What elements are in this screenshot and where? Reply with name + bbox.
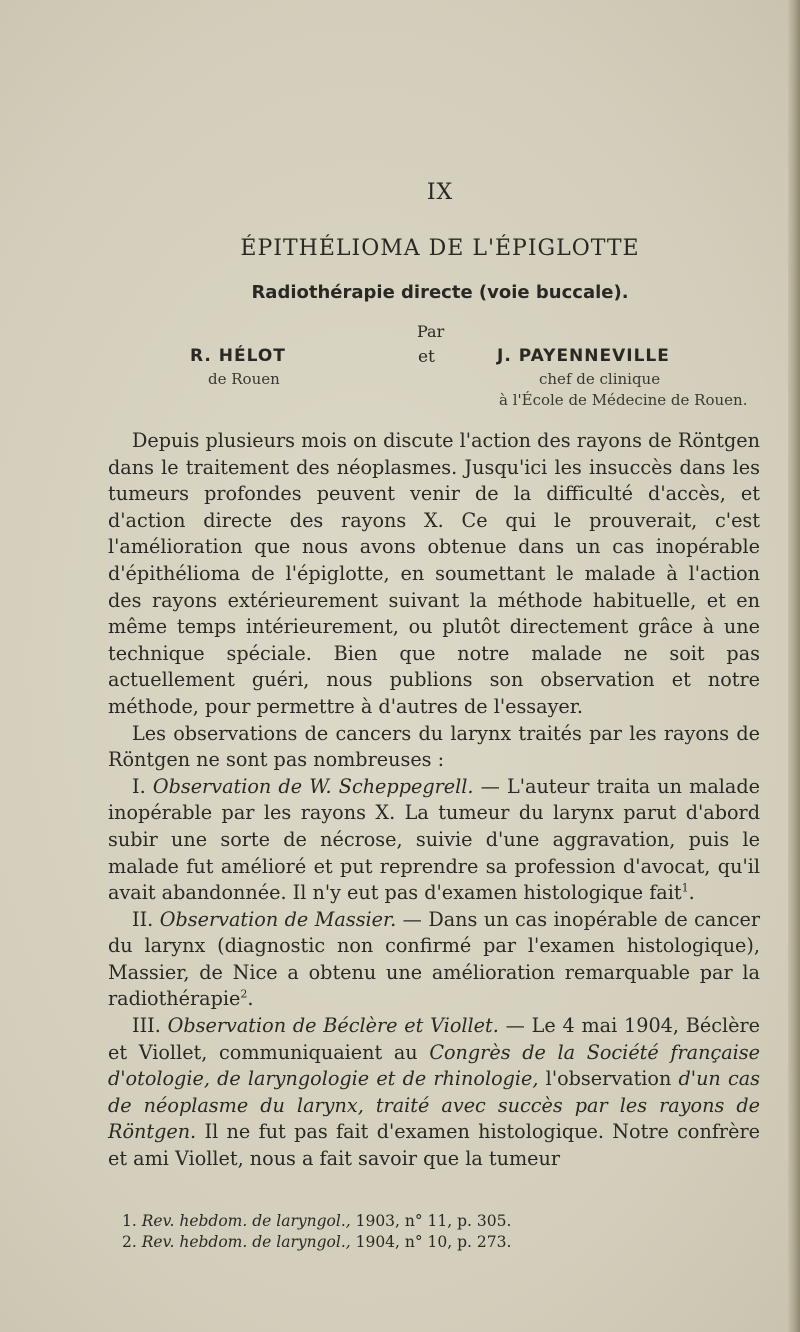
congress-name: Congrès de la Société française d'otologie, de laryngologie et de rhinologie,	[108, 1040, 760, 1091]
footnote-2	[122, 1232, 722, 1253]
footnote-ref-2: 2	[240, 988, 248, 1002]
footnote-2-details: 1904, n° 10, p. 273.	[350, 1233, 512, 1251]
footnote-2-number: 2.	[122, 1233, 137, 1251]
chapter-number: IX	[426, 180, 454, 205]
paragraph-observation-3	[108, 1013, 760, 1173]
observation-3-text-2: l'observation	[538, 1067, 679, 1091]
paragraph-observation-1	[108, 774, 760, 907]
author-1-affiliation: de Rouen	[208, 370, 280, 388]
footnote-1-details: 1903, n° 11, p. 305.	[350, 1212, 512, 1230]
article-title: ÉPITHÉLIOMA DE L'ÉPIGLOTTE	[240, 236, 640, 261]
author-1-name: R. HÉLOT	[190, 346, 286, 366]
footnote-1-journal: Rev. hebdom. de laryngol.,	[141, 1212, 351, 1230]
observation-3-text-3: Il ne fut pas fait d'examen histologique. Notre confrère et ami Viollet, nous a fait savoir que la tumeur	[108, 1120, 760, 1171]
author-2-affiliation-line-1: chef de clinique	[539, 370, 661, 388]
by-label: Par	[417, 322, 445, 341]
observation-2-text: — Dans un cas inopérable de cancer du larynx (diagnostic non confirmé par l'examen histologique), Massier, de Nice a obtenu une amélioration remarquable par la radiothérapie	[108, 907, 760, 1011]
observation-1-number: I.	[132, 774, 146, 798]
paragraph-observation-2	[108, 907, 760, 1013]
author-2-name: J. PAYENNEVILLE	[497, 346, 670, 366]
observation-3-text-1: — Le 4 mai 1904, Béclère et Viollet, communiquaient au	[108, 1014, 760, 1064]
observation-3-number: III.	[132, 1014, 161, 1038]
footnote-ref-1: 1	[681, 881, 689, 895]
paragraph-observations-intro: Les observations de cancers du larynx traités par les rayons de Röntgen ne sont pas nombreuses :	[108, 721, 760, 772]
observation-1-text: — L'auteur traita un malade inopérable par les rayons X. La tumeur du larynx parut d'abord subir une sorte de nécrose, suivie d'une aggravation, puis le malade fut amélioré et put reprendre sa profession d'avocat, qu'il avait abandonnée. Il n'y eut pas d'examen histologique fait	[108, 774, 761, 905]
observation-1-end: .	[688, 881, 695, 905]
article-body	[108, 428, 760, 1173]
footnotes	[122, 1211, 722, 1253]
footnote-1	[122, 1211, 722, 1232]
observation-2-number: II.	[132, 907, 154, 931]
article-subtitle: Radiothérapie directe (voie buccale).	[251, 282, 629, 303]
observation-2-title: Observation de Massier.	[159, 907, 397, 931]
observation-2-end: .	[247, 987, 254, 1011]
author-2-affiliation-line-2: à l'École de Médecine de Rouen.	[499, 391, 748, 409]
footnote-1-number: 1.	[122, 1212, 137, 1230]
case-title: d'un cas de néoplasme du larynx, traité avec succès par les rayons de Röntgen.	[108, 1067, 760, 1144]
and-label: et	[418, 347, 435, 367]
footnote-2-journal: Rev. hebdom. de laryngol.,	[141, 1233, 351, 1251]
paragraph-intro: Depuis plusieurs mois on discute l'action des rayons de Röntgen dans le traitement des néoplasmes. Jusqu'ici les insuccès dans les tumeurs profondes peuvent venir de la difficulté d'accès, et d'action directe des rayons X. Ce qui le prouverait, c'est l'amélioration que nous avons obtenue dans un cas inopérable d'épithélioma de l'épiglotte, en soumettant le malade à l'action des rayons extérieurement suivant la méthode habituelle, et en même temps intérieurement, ou plutôt directement grâce à une technique spéciale. Bien que notre malade ne soit pas actuellement guéri, nous publions son observation et notre méthode, pour permettre à d'autres de l'essayer.	[108, 429, 760, 718]
observation-1-title: Observation de W. Scheppegrell.	[152, 774, 474, 798]
observation-3-title: Observation de Béclère et Viollet.	[167, 1014, 499, 1038]
